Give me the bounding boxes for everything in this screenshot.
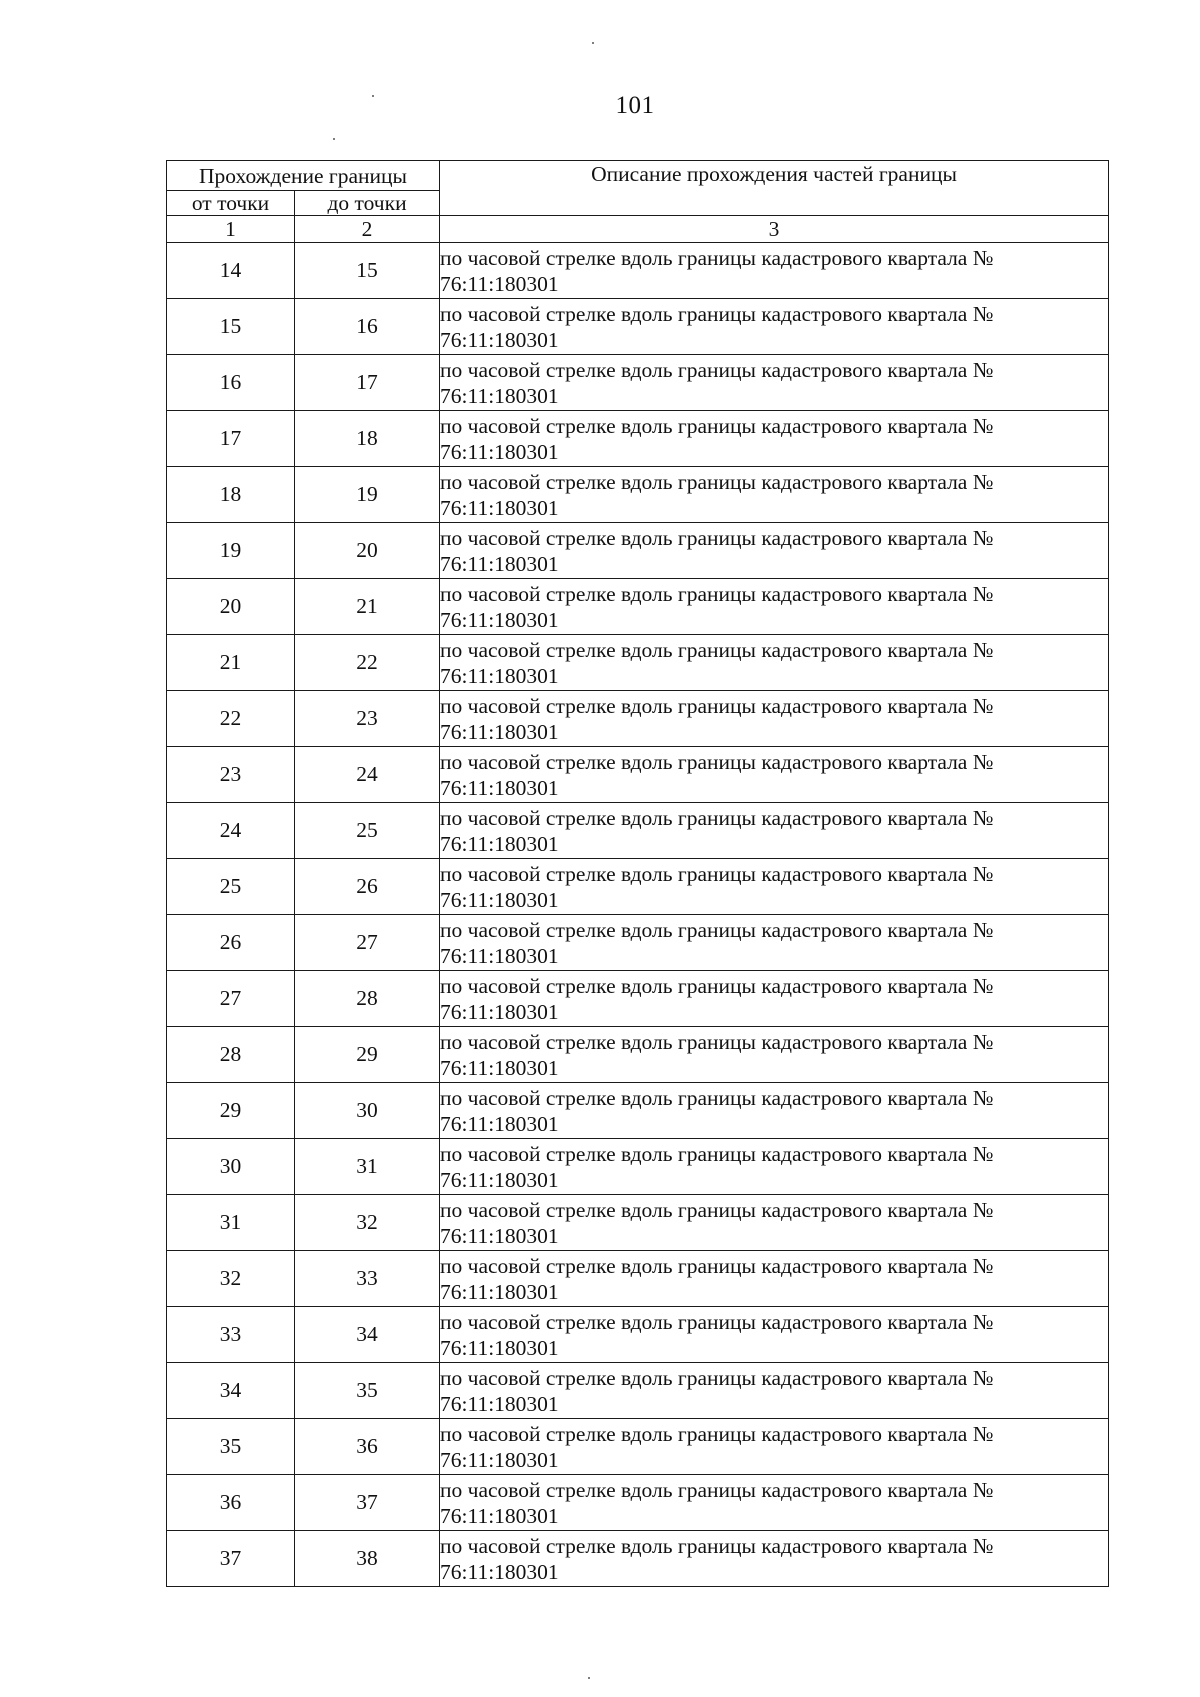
description-text: по часовой стрелке вдоль границы кадастрового квартала № [440, 1197, 994, 1222]
to-point-cell: 37 [295, 1475, 440, 1531]
page-number: 101 [615, 92, 655, 119]
to-point-cell: 16 [295, 299, 440, 355]
description-cell [440, 1251, 1109, 1307]
table-row [167, 355, 1109, 411]
cadastral-quarter-number: 76:11:180301 [440, 607, 559, 632]
description-text: по часовой стрелке вдоль границы кадастрового квартала № [440, 917, 994, 942]
description-text: по часовой стрелке вдоль границы кадастрового квартала № [440, 861, 994, 886]
from-point-cell: 22 [167, 691, 295, 747]
description-cell [440, 803, 1109, 859]
cadastral-quarter-number: 76:11:180301 [440, 1447, 559, 1472]
description-cell [440, 243, 1109, 299]
from-point-cell: 19 [167, 523, 295, 579]
from-point-cell: 30 [167, 1139, 295, 1195]
header-to-point: до точки [295, 191, 440, 216]
description-cell [440, 691, 1109, 747]
table-row [167, 523, 1109, 579]
from-point-cell: 26 [167, 915, 295, 971]
cadastral-quarter-number: 76:11:180301 [440, 1391, 559, 1416]
description-text: по часовой стрелке вдоль границы кадастрового квартала № [440, 693, 994, 718]
from-point-cell: 23 [167, 747, 295, 803]
description-cell [440, 1195, 1109, 1251]
description-cell [440, 299, 1109, 355]
from-point-cell: 21 [167, 635, 295, 691]
cadastral-quarter-number: 76:11:180301 [440, 551, 559, 576]
cadastral-quarter-number: 76:11:180301 [440, 1223, 559, 1248]
description-text: по часовой стрелке вдоль границы кадастрового квартала № [440, 357, 994, 382]
description-text: по часовой стрелке вдоль границы кадастрового квартала № [440, 637, 994, 662]
table-row [167, 915, 1109, 971]
table-row [167, 1251, 1109, 1307]
header-from-point: от точки [167, 191, 295, 216]
to-point-cell: 24 [295, 747, 440, 803]
table-row [167, 859, 1109, 915]
from-point-cell: 27 [167, 971, 295, 1027]
scan-speck [333, 138, 335, 140]
description-cell [440, 523, 1109, 579]
cadastral-quarter-number: 76:11:180301 [440, 663, 559, 688]
to-point-cell: 22 [295, 635, 440, 691]
description-text: по часовой стрелке вдоль границы кадастрового квартала № [440, 1309, 994, 1334]
cadastral-quarter-number: 76:11:180301 [440, 1055, 559, 1080]
table-row [167, 1531, 1109, 1587]
description-cell [440, 355, 1109, 411]
description-text: по часовой стрелке вдоль границы кадастрового квартала № [440, 301, 994, 326]
scan-speck [592, 42, 594, 44]
to-point-cell: 19 [295, 467, 440, 523]
description-cell [440, 635, 1109, 691]
from-point-cell: 18 [167, 467, 295, 523]
cadastral-quarter-number: 76:11:180301 [440, 439, 559, 464]
from-point-cell: 25 [167, 859, 295, 915]
cadastral-quarter-number: 76:11:180301 [440, 943, 559, 968]
to-point-cell: 31 [295, 1139, 440, 1195]
cadastral-quarter-number: 76:11:180301 [440, 1503, 559, 1528]
description-text: по часовой стрелке вдоль границы кадастрового квартала № [440, 413, 994, 438]
to-point-cell: 15 [295, 243, 440, 299]
table-row [167, 1419, 1109, 1475]
table-row [167, 635, 1109, 691]
to-point-cell: 26 [295, 859, 440, 915]
from-point-cell: 32 [167, 1251, 295, 1307]
table-row [167, 1307, 1109, 1363]
header-boundary-passage: Прохождение границы [167, 161, 440, 191]
cadastral-quarter-number: 76:11:180301 [440, 999, 559, 1024]
description-cell [440, 1419, 1109, 1475]
table-row [167, 299, 1109, 355]
from-point-cell: 33 [167, 1307, 295, 1363]
description-cell [440, 1083, 1109, 1139]
description-cell [440, 1531, 1109, 1587]
header-col-number-3: 3 [440, 216, 1109, 243]
cadastral-quarter-number: 76:11:180301 [440, 1167, 559, 1192]
table-row [167, 1027, 1109, 1083]
scan-speck [372, 95, 374, 97]
cadastral-quarter-number: 76:11:180301 [440, 1335, 559, 1360]
description-text: по часовой стрелке вдоль границы кадастрового квартала № [440, 1533, 994, 1558]
table-header [167, 161, 1109, 243]
to-point-cell: 38 [295, 1531, 440, 1587]
description-text: по часовой стрелке вдоль границы кадастрового квартала № [440, 581, 994, 606]
to-point-cell: 30 [295, 1083, 440, 1139]
description-cell [440, 411, 1109, 467]
table-row [167, 747, 1109, 803]
description-text: по часовой стрелке вдоль границы кадастрового квартала № [440, 973, 994, 998]
from-point-cell: 34 [167, 1363, 295, 1419]
from-point-cell: 29 [167, 1083, 295, 1139]
table-row [167, 1083, 1109, 1139]
table-row [167, 243, 1109, 299]
from-point-cell: 37 [167, 1531, 295, 1587]
to-point-cell: 21 [295, 579, 440, 635]
table-row [167, 803, 1109, 859]
description-text: по часовой стрелке вдоль границы кадастрового квартала № [440, 245, 994, 270]
from-point-cell: 15 [167, 299, 295, 355]
cadastral-quarter-number: 76:11:180301 [440, 831, 559, 856]
table-row [167, 579, 1109, 635]
cadastral-quarter-number: 76:11:180301 [440, 775, 559, 800]
to-point-cell: 25 [295, 803, 440, 859]
from-point-cell: 24 [167, 803, 295, 859]
from-point-cell: 28 [167, 1027, 295, 1083]
from-point-cell: 36 [167, 1475, 295, 1531]
header-col-number-2: 2 [295, 216, 440, 243]
cadastral-quarter-number: 76:11:180301 [440, 495, 559, 520]
from-point-cell: 20 [167, 579, 295, 635]
from-point-cell: 31 [167, 1195, 295, 1251]
description-text: по часовой стрелке вдоль границы кадастрового квартала № [440, 525, 994, 550]
description-cell [440, 1139, 1109, 1195]
to-point-cell: 17 [295, 355, 440, 411]
description-cell [440, 859, 1109, 915]
table-row [167, 467, 1109, 523]
description-text: по часовой стрелке вдоль границы кадастрового квартала № [440, 749, 994, 774]
cadastral-quarter-number: 76:11:180301 [440, 887, 559, 912]
from-point-cell: 14 [167, 243, 295, 299]
description-cell [440, 1027, 1109, 1083]
description-text: по часовой стрелке вдоль границы кадастрового квартала № [440, 1477, 994, 1502]
to-point-cell: 29 [295, 1027, 440, 1083]
table-body [167, 243, 1109, 1587]
description-text: по часовой стрелке вдоль границы кадастрового квартала № [440, 1421, 994, 1446]
description-cell [440, 1363, 1109, 1419]
table-row [167, 691, 1109, 747]
to-point-cell: 20 [295, 523, 440, 579]
to-point-cell: 23 [295, 691, 440, 747]
to-point-cell: 35 [295, 1363, 440, 1419]
description-text: по часовой стрелке вдоль границы кадастрового квартала № [440, 1253, 994, 1278]
cadastral-quarter-number: 76:11:180301 [440, 383, 559, 408]
table-row [167, 1363, 1109, 1419]
from-point-cell: 16 [167, 355, 295, 411]
description-text: по часовой стрелке вдоль границы кадастрового квартала № [440, 805, 994, 830]
description-text: по часовой стрелке вдоль границы кадастрового квартала № [440, 1365, 994, 1390]
cadastral-quarter-number: 76:11:180301 [440, 1279, 559, 1304]
description-text: по часовой стрелке вдоль границы кадастрового квартала № [440, 1029, 994, 1054]
to-point-cell: 36 [295, 1419, 440, 1475]
scan-speck [588, 1677, 590, 1679]
description-text: по часовой стрелке вдоль границы кадастрового квартала № [440, 469, 994, 494]
cadastral-quarter-number: 76:11:180301 [440, 1111, 559, 1136]
to-point-cell: 28 [295, 971, 440, 1027]
to-point-cell: 32 [295, 1195, 440, 1251]
description-cell [440, 971, 1109, 1027]
cadastral-quarter-number: 76:11:180301 [440, 271, 559, 296]
table-row [167, 1139, 1109, 1195]
boundary-table [166, 160, 1109, 1587]
description-cell [440, 747, 1109, 803]
cadastral-quarter-number: 76:11:180301 [440, 719, 559, 744]
table-row [167, 411, 1109, 467]
table-row [167, 1195, 1109, 1251]
to-point-cell: 27 [295, 915, 440, 971]
description-text: по часовой стрелке вдоль границы кадастрового квартала № [440, 1141, 994, 1166]
description-cell [440, 467, 1109, 523]
cadastral-quarter-number: 76:11:180301 [440, 327, 559, 352]
table-row [167, 971, 1109, 1027]
to-point-cell: 34 [295, 1307, 440, 1363]
header-col-number-1: 1 [167, 216, 295, 243]
to-point-cell: 18 [295, 411, 440, 467]
description-cell [440, 915, 1109, 971]
description-cell [440, 1475, 1109, 1531]
table-row [167, 1475, 1109, 1531]
description-cell [440, 579, 1109, 635]
to-point-cell: 33 [295, 1251, 440, 1307]
from-point-cell: 35 [167, 1419, 295, 1475]
cadastral-quarter-number: 76:11:180301 [440, 1559, 559, 1584]
from-point-cell: 17 [167, 411, 295, 467]
description-cell [440, 1307, 1109, 1363]
header-description: Описание прохождения частей границы [440, 161, 1109, 216]
description-text: по часовой стрелке вдоль границы кадастрового квартала № [440, 1085, 994, 1110]
